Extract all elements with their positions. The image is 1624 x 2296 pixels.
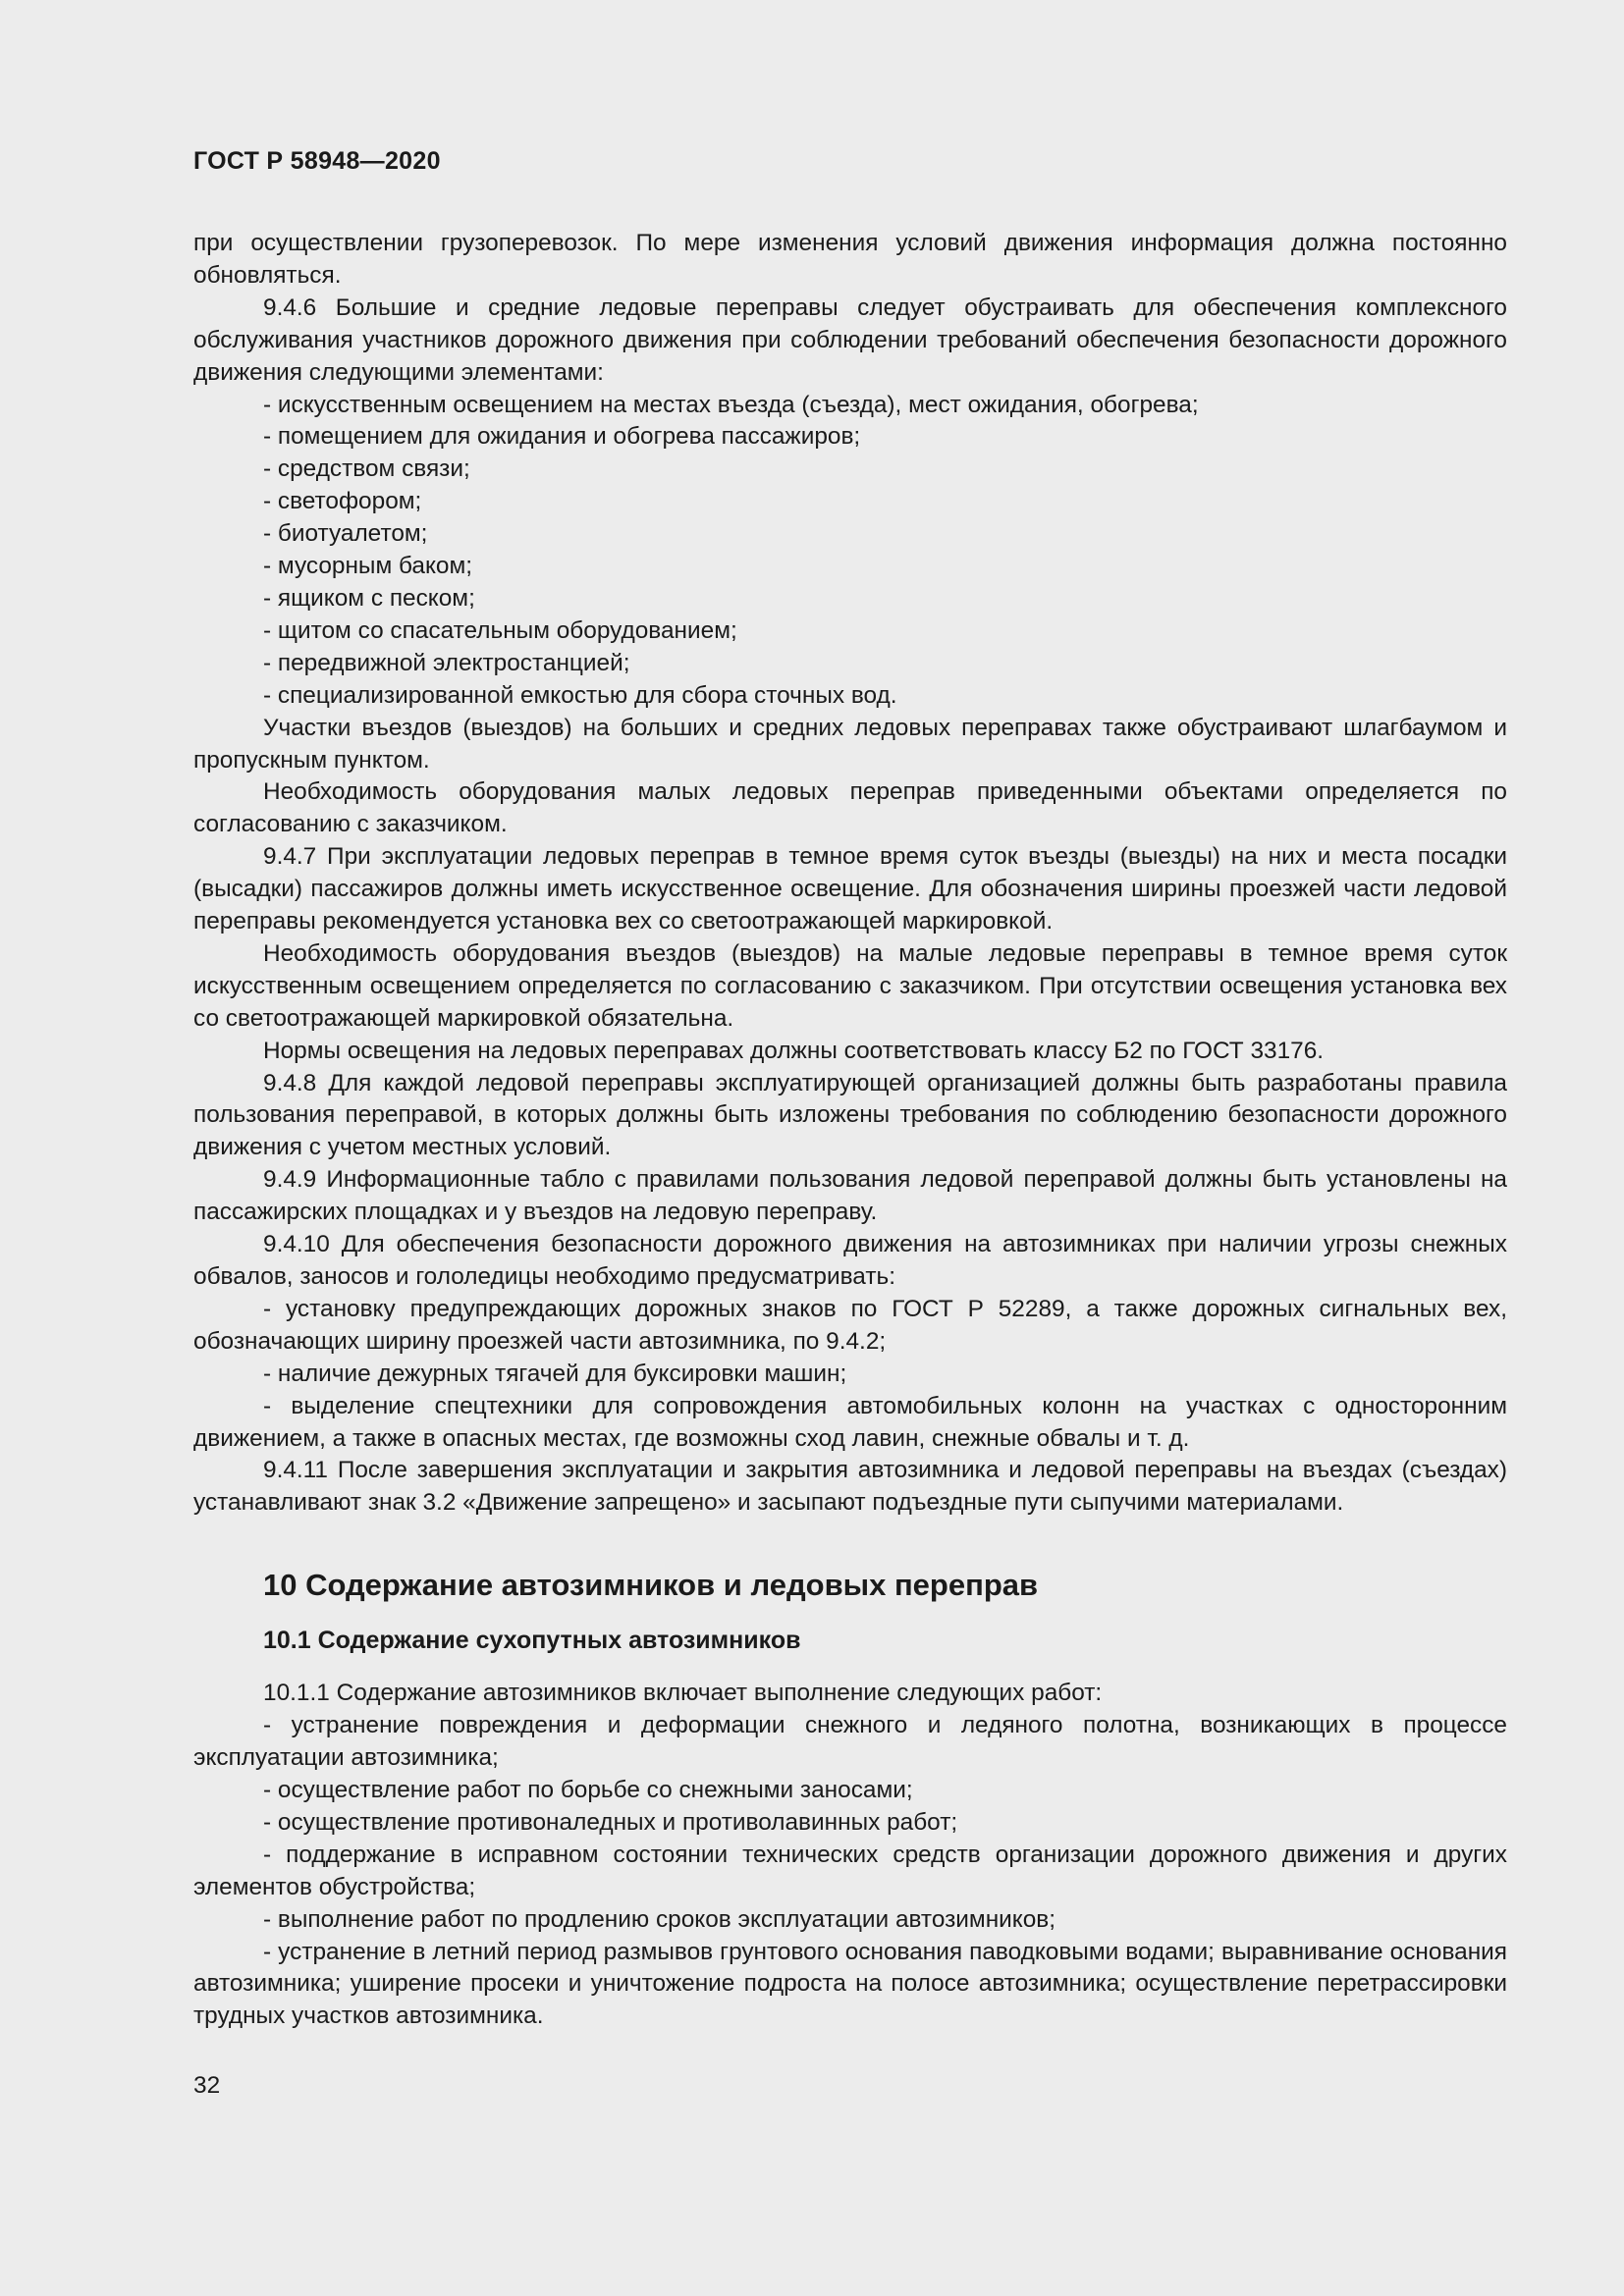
paragraph-10-1-1: 10.1.1 Содержание автозимников включает выполнение следующих работ:	[263, 1680, 1103, 1707]
paragraph: Участки въездов (выездов) на больших и средних ледовых переправах также обустраивают шлагбаумом и пропускным пунктом.	[193, 714, 1507, 774]
page-number: 32	[193, 2072, 221, 2099]
list-item: - наличие дежурных тягачей для буксировки машин;	[263, 1360, 847, 1387]
list-item: - выполнение работ по продлению сроков эксплуатации автозимников;	[263, 1905, 1056, 1933]
list-item: - светофором;	[263, 488, 422, 515]
paragraph-9-4-7: 9.4.7 При эксплуатации ледовых переправ в темное время суток въезды (выезды) на них и места посадки (высадки) пассажиров должны иметь искусственное освещение. Для обозначения ширины проезжей части ледовой переправы рекомендуется установка вех со светоотражающей маркировкой.	[193, 843, 1507, 935]
section-heading: 10 Содержание автозимников и ледовых переправ	[263, 1568, 1039, 1603]
paragraph: Нормы освещения на ледовых переправах должны соответствовать классу Б2 по ГОСТ 33176.	[263, 1037, 1325, 1064]
list-item: - поддержание в исправном состоянии технических средств организации дорожного движения и других элементов обустройства;	[193, 1841, 1507, 1900]
document-code: ГОСТ Р 58948—2020	[193, 147, 441, 175]
paragraph: Необходимость оборудования малых ледовых переправ приведенными объектами определяется по согласованию с заказчиком.	[193, 778, 1507, 838]
paragraph-9-4-8: 9.4.8 Для каждой ледовой переправы эксплуатирующей организацией должны быть разработаны правила пользования переправой, в которых должны быть изложены требования по соблюдению безопасности дорожного движения с учетом местных условий.	[193, 1069, 1507, 1161]
list-item: - осуществление работ по борьбе со снежными заносами;	[263, 1776, 913, 1803]
paragraph: Необходимость оборудования въездов (выездов) на малые ледовые переправы в темное время суток искусственным освещением определяется по согласованию с заказчиком. При отсутствии освещения установка вех со светоотражающей маркировкой обязательна.	[193, 939, 1507, 1032]
list-item: - щитом со спасательным оборудованием;	[263, 616, 737, 644]
list-item: - искусственным освещением на местах въезда (съезда), мест ожидания, обогрева;	[263, 391, 1199, 418]
page-body	[193, 228, 1507, 2033]
list-item: - устранение в летний период размывов грунтового основания паводковыми водами; выравнивание основания автозимника; уширение просеки и уничтожение подроста на полосе автозимника; осуществление перетрассировки трудных участков автозимника.	[193, 1938, 1507, 2030]
list-item: - ящиком с песком;	[263, 584, 475, 612]
paragraph-9-4-9: 9.4.9 Информационные табло с правилами пользования ледовой переправой должны быть установлены на пассажирских площадках и у въездов на ледовую переправу.	[193, 1166, 1507, 1226]
list-item: - помещением для ожидания и обогрева пассажиров;	[263, 423, 861, 451]
list-item: - биотуалетом;	[263, 520, 428, 548]
list-item: - осуществление противоналедных и противолавинных работ;	[263, 1808, 958, 1836]
list-item: - специализированной емкостью для сбора сточных вод.	[263, 681, 897, 709]
paragraph-continued: при осуществлении грузоперевозок. По мере изменения условий движения информация должна постоянно обновляться.	[193, 230, 1507, 289]
list-item: - выделение спецтехники для сопровождения автомобильных колонн на участках с односторонним движением, а также в опасных местах, где возможны сход лавин, снежные обвалы и т. д.	[193, 1392, 1507, 1452]
subsection-heading: 10.1 Содержание сухопутных автозимников	[263, 1627, 801, 1655]
list-item: - передвижной электростанцией;	[263, 649, 630, 676]
list-item: - средством связи;	[263, 455, 470, 483]
paragraph-9-4-6: 9.4.6 Большие и средние ледовые переправы следует обустраивать для обеспечения комплексного обслуживания участников дорожного движения при соблюдении требований обеспечения безопасности дорожного движения следующими элементами:	[193, 294, 1507, 386]
paragraph-9-4-11: 9.4.11 После завершения эксплуатации и закрытия автозимника и ледовой переправы на въездах (съездах) устанавливают знак 3.2 «Движение запрещено» и засыпают подъездные пути сыпучими материалами.	[193, 1457, 1507, 1517]
paragraph-9-4-10: 9.4.10 Для обеспечения безопасности дорожного движения на автозимниках при наличии угрозы снежных обвалов, заносов и гололедицы необходимо предусматривать:	[193, 1231, 1507, 1290]
list-item: - установку предупреждающих дорожных знаков по ГОСТ Р 52289, а также дорожных сигнальных вех, обозначающих ширину проезжей части автозимника, по 9.4.2;	[193, 1295, 1507, 1355]
list-item: - мусорным баком;	[263, 553, 473, 580]
list-item: - устранение повреждения и деформации снежного и ледяного полотна, возникающих в процессе эксплуатации автозимника;	[193, 1712, 1507, 1772]
